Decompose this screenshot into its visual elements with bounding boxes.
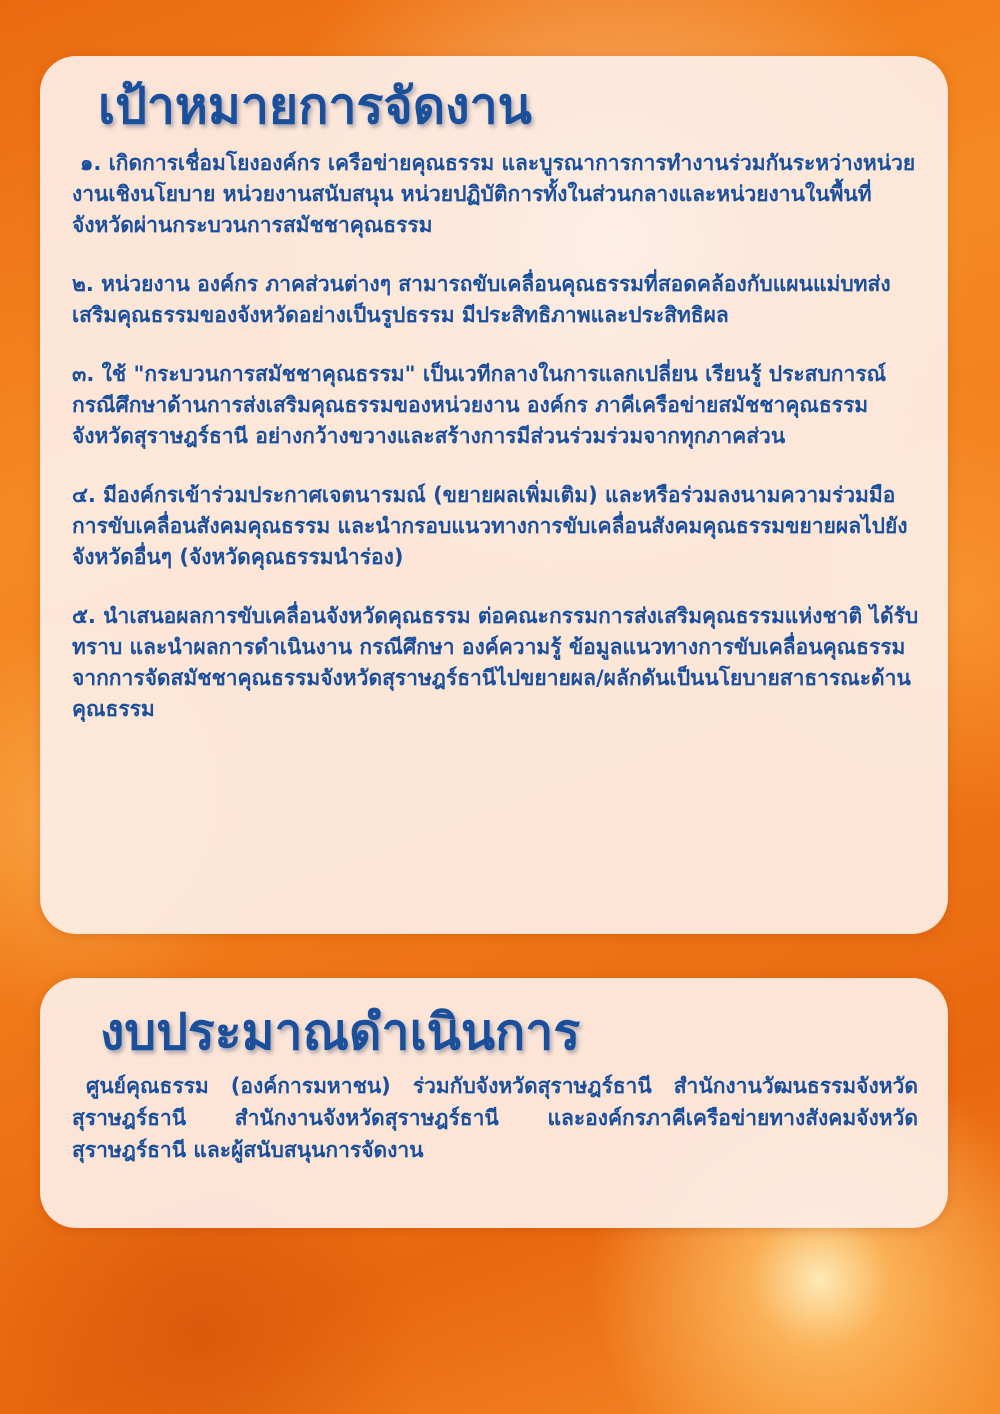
goal-item-4: ๔. มีองค์กรเข้าร่วมประกาศเจตนารมณ์ (ขยายผลเพิ่มเติม) และหรือร่วมลงนามความร่วมมือการขับเคลื่อนสังคมคุณธรรม และนำกรอบแนวทางการขับเคลื่อนสังคมคุณธรรมขยายผลไปยังจังหวัดอื่นๆ (จังหวัดคุณธรรมนำร่อง) [72, 483, 908, 569]
budget-title: งบประมาณดำเนินการ [100, 1003, 581, 1061]
goals-list [72, 148, 920, 753]
goal-item-3: ๓. ใช้ "กระบวนการสมัชชาคุณธรรม" เป็นเวทีกลางในการแลกเปลี่ยน เรียนรู้ ประสบการณ์ กรณีศึกษาด้านการส่งเสริมคุณธรรมของหน่วยงาน องค์กร ภาคีเครือข่ายสมัชชาคุณธรรมจังหวัดสุราษฎร์ธานี อย่างกว้างขวางและสร้างการมีส่วนร่วมร่วมจากทุกภาคส่วน [72, 362, 887, 448]
budget-card [40, 978, 948, 1228]
goal-item-2: ๒. หน่วยงาน องค์กร ภาคส่วนต่างๆ สามารถขับเคลื่อนคุณธรรมที่สอดคล้องกับแผนแม่บทส่งเสริมคุณธรรมของจังหวัดอย่างเป็นรูปธรรม มีประสิทธิภาพและประสิทธิผล [72, 272, 891, 327]
goals-card [40, 56, 948, 934]
goals-title: เป้าหมายการจัดงาน [98, 77, 532, 135]
goal-item-5: ๕. นำเสนอผลการขับเคลื่อนจังหวัดคุณธรรม ต่อคณะกรรมการส่งเสริมคุณธรรมแห่งชาติ ได้รับทราบ และนำผลการดำเนินงาน กรณีศึกษา องค์ความรู้ ข้อมูลแนวทางการขับเคลื่อนคุณธรรมจากการจัดสมัชชาคุณธรรมจังหวัดสุราษฎร์ธานีไปขยายผล/ผลักดันเป็นนโยบายสาธารณะด้านคุณธรรม [72, 604, 919, 721]
budget-text: ศูนย์คุณธรรม (องค์การมหาชน) ร่วมกับจังหวัดสุราษฎร์ธานี สำนักงานวัฒนธรรมจังหวัดสุราษฎร์ธานี สำนักงานจังหวัดสุราษฎร์ธานี และองค์กรภาคีเครือข่ายทางสังคมจังหวัดสุราษฎร์ธานี และผู้สนับสนุนการจัดงาน [72, 1074, 918, 1162]
goal-item-1: ๑. เกิดการเชื่อมโยงองค์กร เครือข่ายคุณธรรม และบูรณาการการทำงานร่วมกันระหว่างหน่วยงานเชิงนโยบาย หน่วยงานสนับสนุน หน่วยปฏิบัติการทั้งในส่วนกลางและหน่วยงานในพื้นที่จังหวัดผ่านกระบวนการสมัชชาคุณธรรม [72, 151, 916, 237]
